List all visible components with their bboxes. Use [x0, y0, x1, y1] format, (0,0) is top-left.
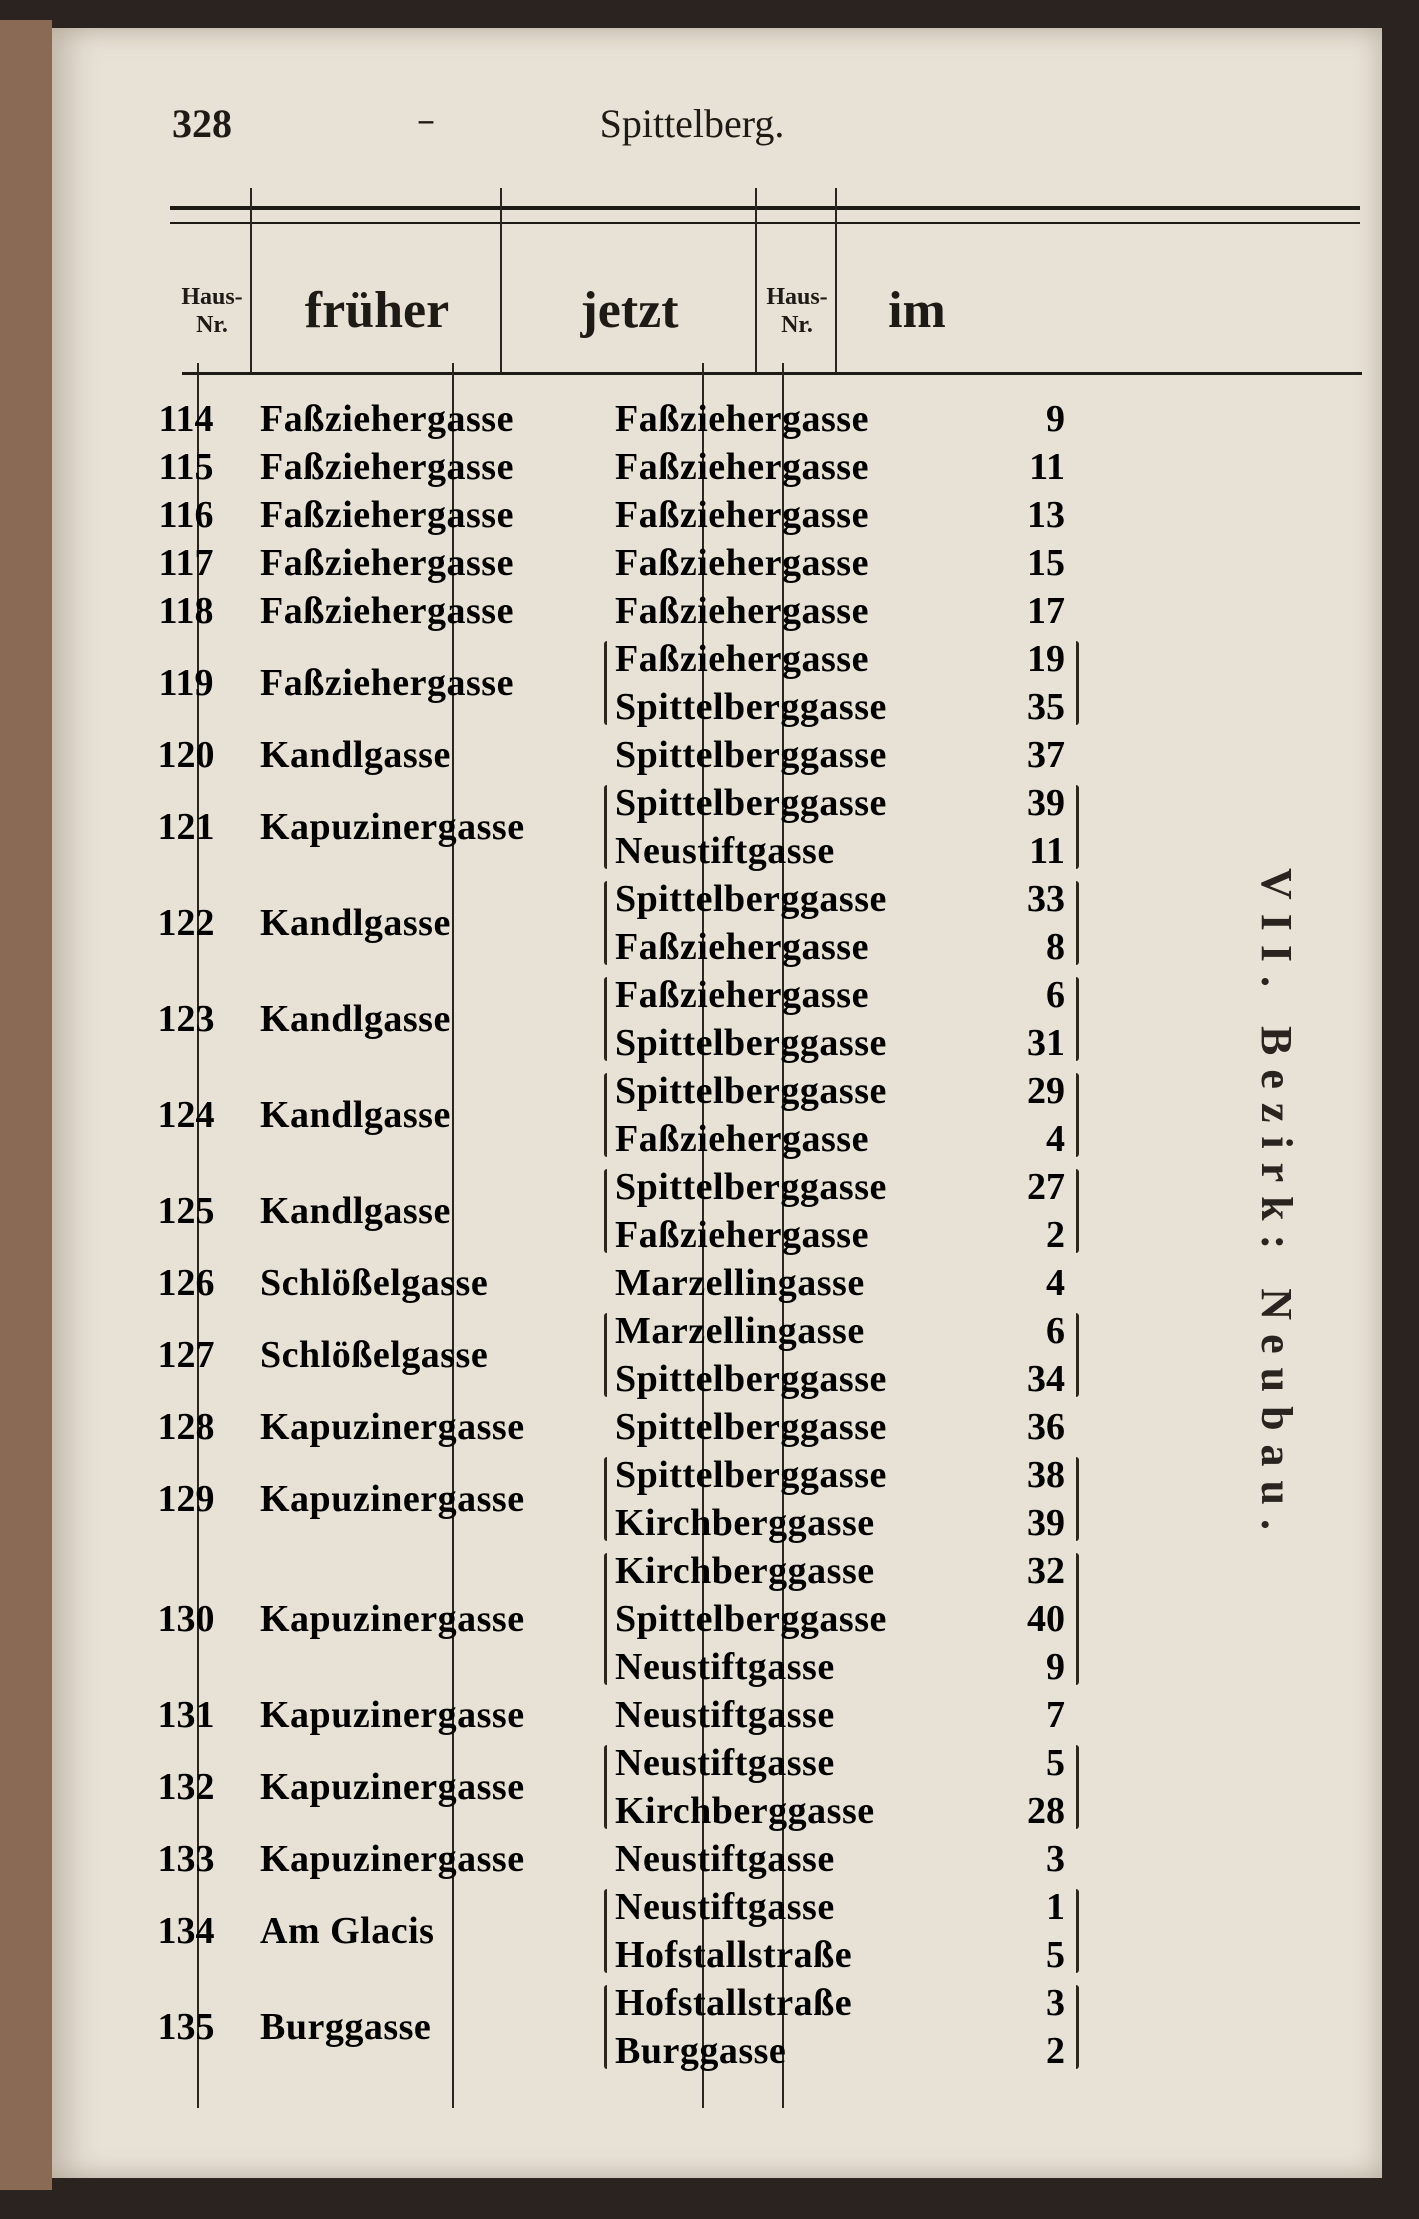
row-current-house-number: 3 — [1046, 1838, 1065, 1880]
column-header-jetzt: jetzt — [580, 282, 679, 339]
row-current-street: Faßziehergasse — [615, 494, 869, 536]
grouping-brace-left — [604, 881, 607, 965]
row-current-house-number: 6 — [1046, 974, 1065, 1016]
grouping-brace-left — [604, 977, 607, 1061]
row-former-street: Kapuzinergasse — [260, 1598, 525, 1640]
row-current-street: Neustiftgasse — [615, 830, 835, 872]
row-current-house-number: 6 — [1046, 1310, 1065, 1352]
row-current-street: Kirchberggasse — [615, 1790, 875, 1832]
row-former-street: Faßziehergasse — [260, 398, 514, 440]
grouping-brace-left — [604, 641, 607, 725]
grouping-brace-left — [604, 1457, 607, 1541]
row-house-number: 121 — [157, 806, 215, 848]
row-current-house-number: 40 — [1027, 1598, 1065, 1640]
row-current-street: Spittelberggasse — [615, 1598, 887, 1640]
row-house-number: 117 — [158, 542, 214, 584]
row-current-street: Faßziehergasse — [615, 446, 869, 488]
row-current-house-number: 15 — [1027, 542, 1065, 584]
row-house-number: 126 — [157, 1262, 215, 1304]
row-former-street: Faßziehergasse — [260, 446, 514, 488]
row-current-street: Spittelberggasse — [615, 1406, 887, 1448]
row-former-street: Schlößelgasse — [260, 1262, 489, 1304]
row-house-number: 124 — [157, 1094, 215, 1136]
column-header-frueher: früher — [304, 282, 450, 339]
row-former-street: Kandlgasse — [260, 1094, 451, 1136]
column-header-haus-nr-old: Haus- Nr. — [181, 283, 243, 338]
row-house-number: 132 — [157, 1766, 215, 1808]
row-current-house-number: 7 — [1046, 1694, 1065, 1736]
row-house-number: 131 — [157, 1694, 215, 1736]
grouping-brace-right — [1076, 1313, 1079, 1397]
row-former-street: Kapuzinergasse — [260, 1478, 525, 1520]
row-current-house-number: 39 — [1027, 1502, 1065, 1544]
row-current-house-number: 38 — [1027, 1454, 1065, 1496]
row-current-house-number: 8 — [1046, 926, 1065, 968]
row-former-street: Kandlgasse — [260, 902, 451, 944]
row-current-house-number: 32 — [1027, 1550, 1065, 1592]
row-house-number: 128 — [157, 1406, 215, 1448]
grouping-brace-right — [1076, 1985, 1079, 2069]
grouping-brace-right — [1076, 785, 1079, 869]
row-former-street: Kandlgasse — [260, 734, 451, 776]
row-current-house-number: 9 — [1046, 1646, 1065, 1688]
row-house-number: 118 — [158, 590, 214, 632]
row-current-house-number: 4 — [1046, 1262, 1065, 1304]
grouping-brace-right — [1076, 641, 1079, 725]
row-current-house-number: 2 — [1046, 1214, 1065, 1256]
grouping-brace-right — [1076, 1169, 1079, 1253]
row-former-street: Kapuzinergasse — [260, 1766, 525, 1808]
row-current-street: Neustiftgasse — [615, 1742, 835, 1784]
grouping-brace-left — [604, 1313, 607, 1397]
row-current-house-number: 19 — [1027, 638, 1065, 680]
row-current-house-number: 28 — [1027, 1790, 1065, 1832]
grouping-brace-left — [604, 1889, 607, 1973]
grouping-brace-right — [1076, 1553, 1079, 1685]
row-current-street: Kirchberggasse — [615, 1502, 875, 1544]
row-current-house-number: 31 — [1027, 1022, 1065, 1064]
row-current-house-number: 29 — [1027, 1070, 1065, 1112]
header-dash: – — [417, 100, 435, 141]
page-number: 328 — [172, 101, 232, 146]
row-current-street: Faßziehergasse — [615, 926, 869, 968]
row-current-street: Faßziehergasse — [615, 542, 869, 584]
row-current-street: Spittelberggasse — [615, 686, 887, 728]
row-former-street: Kandlgasse — [260, 998, 451, 1040]
row-current-house-number: 1 — [1046, 1886, 1065, 1928]
column-header-im: im — [888, 282, 946, 339]
grouping-brace-right — [1076, 1457, 1079, 1541]
row-house-number: 134 — [157, 1910, 215, 1952]
row-house-number: 135 — [157, 2006, 215, 2048]
row-house-number: 127 — [157, 1334, 215, 1376]
row-house-number: 123 — [157, 998, 215, 1040]
row-former-street: Burggasse — [260, 2006, 432, 2048]
row-current-house-number: 34 — [1027, 1358, 1065, 1400]
row-current-street: Spittelberggasse — [615, 734, 887, 776]
grouping-brace-left — [604, 1169, 607, 1253]
row-current-house-number: 37 — [1027, 734, 1065, 776]
row-current-street: Faßziehergasse — [615, 590, 869, 632]
row-house-number: 115 — [158, 446, 214, 488]
row-current-street: Kirchberggasse — [615, 1550, 875, 1592]
row-current-house-number: 9 — [1046, 398, 1065, 440]
row-former-street: Kapuzinergasse — [260, 1838, 525, 1880]
row-former-street: Faßziehergasse — [260, 542, 514, 584]
row-current-house-number: 2 — [1046, 2030, 1065, 2072]
row-current-house-number: 5 — [1046, 1934, 1065, 1976]
row-current-street: Neustiftgasse — [615, 1694, 835, 1736]
row-former-street: Kandlgasse — [260, 1190, 451, 1232]
row-current-street: Spittelberggasse — [615, 1454, 887, 1496]
row-current-house-number: 11 — [1029, 446, 1065, 488]
row-current-street: Neustiftgasse — [615, 1838, 835, 1880]
row-current-street: Faßziehergasse — [615, 1214, 869, 1256]
grouping-brace-left — [604, 1073, 607, 1157]
row-current-street: Spittelberggasse — [615, 782, 887, 824]
row-current-house-number: 13 — [1027, 494, 1065, 536]
row-house-number: 130 — [157, 1598, 215, 1640]
row-former-street: Faßziehergasse — [260, 662, 514, 704]
row-current-street: Spittelberggasse — [615, 1358, 887, 1400]
district-label: VII. Bezirk: Neubau. — [1252, 868, 1301, 1545]
row-current-street: Faßziehergasse — [615, 638, 869, 680]
row-current-street: Burggasse — [615, 2030, 787, 2072]
row-house-number: 114 — [158, 398, 214, 440]
row-house-number: 133 — [157, 1838, 215, 1880]
row-former-street: Faßziehergasse — [260, 494, 514, 536]
row-current-street: Faßziehergasse — [615, 974, 869, 1016]
row-house-number: 120 — [157, 734, 215, 776]
row-former-street: Am Glacis — [260, 1910, 435, 1952]
row-former-street: Kapuzinergasse — [260, 1406, 525, 1448]
row-current-street: Faßziehergasse — [615, 398, 869, 440]
row-former-street: Kapuzinergasse — [260, 806, 525, 848]
row-current-house-number: 39 — [1027, 782, 1065, 824]
row-house-number: 119 — [158, 662, 214, 704]
row-current-house-number: 35 — [1027, 686, 1065, 728]
column-header-haus-nr-new: Haus- Nr. — [766, 283, 828, 338]
row-current-house-number: 36 — [1027, 1406, 1065, 1448]
grouping-brace-left — [604, 1553, 607, 1685]
row-current-house-number: 33 — [1027, 878, 1065, 920]
row-current-house-number: 4 — [1046, 1118, 1065, 1160]
row-former-street: Kapuzinergasse — [260, 1694, 525, 1736]
grouping-brace-left — [604, 1745, 607, 1829]
grouping-brace-right — [1076, 977, 1079, 1061]
row-current-house-number: 17 — [1027, 590, 1065, 632]
grouping-brace-left — [604, 785, 607, 869]
row-current-street: Hofstallstraße — [615, 1934, 853, 1976]
row-house-number: 122 — [157, 902, 215, 944]
grouping-brace-left — [604, 1985, 607, 2069]
row-current-house-number: 3 — [1046, 1982, 1065, 2024]
row-current-house-number: 11 — [1029, 830, 1065, 872]
row-house-number: 125 — [157, 1190, 215, 1232]
running-title: Spittelberg. — [599, 101, 785, 146]
row-current-street: Marzellingasse — [615, 1262, 865, 1304]
grouping-brace-right — [1076, 881, 1079, 965]
row-current-street: Marzellingasse — [615, 1310, 865, 1352]
row-current-street: Neustiftgasse — [615, 1646, 835, 1688]
grouping-brace-right — [1076, 1745, 1079, 1829]
row-former-street: Schlößelgasse — [260, 1334, 489, 1376]
row-house-number: 116 — [158, 494, 214, 536]
row-former-street: Faßziehergasse — [260, 590, 514, 632]
row-current-house-number: 27 — [1027, 1166, 1065, 1208]
row-current-street: Spittelberggasse — [615, 1166, 887, 1208]
row-current-street: Spittelberggasse — [615, 878, 887, 920]
row-current-street: Neustiftgasse — [615, 1886, 835, 1928]
grouping-brace-right — [1076, 1073, 1079, 1157]
row-current-street: Spittelberggasse — [615, 1070, 887, 1112]
grouping-brace-right — [1076, 1889, 1079, 1973]
row-current-street: Faßziehergasse — [615, 1118, 869, 1160]
row-house-number: 129 — [157, 1478, 215, 1520]
row-current-house-number: 5 — [1046, 1742, 1065, 1784]
row-current-street: Spittelberggasse — [615, 1022, 887, 1064]
row-current-street: Hofstallstraße — [615, 1982, 853, 2024]
